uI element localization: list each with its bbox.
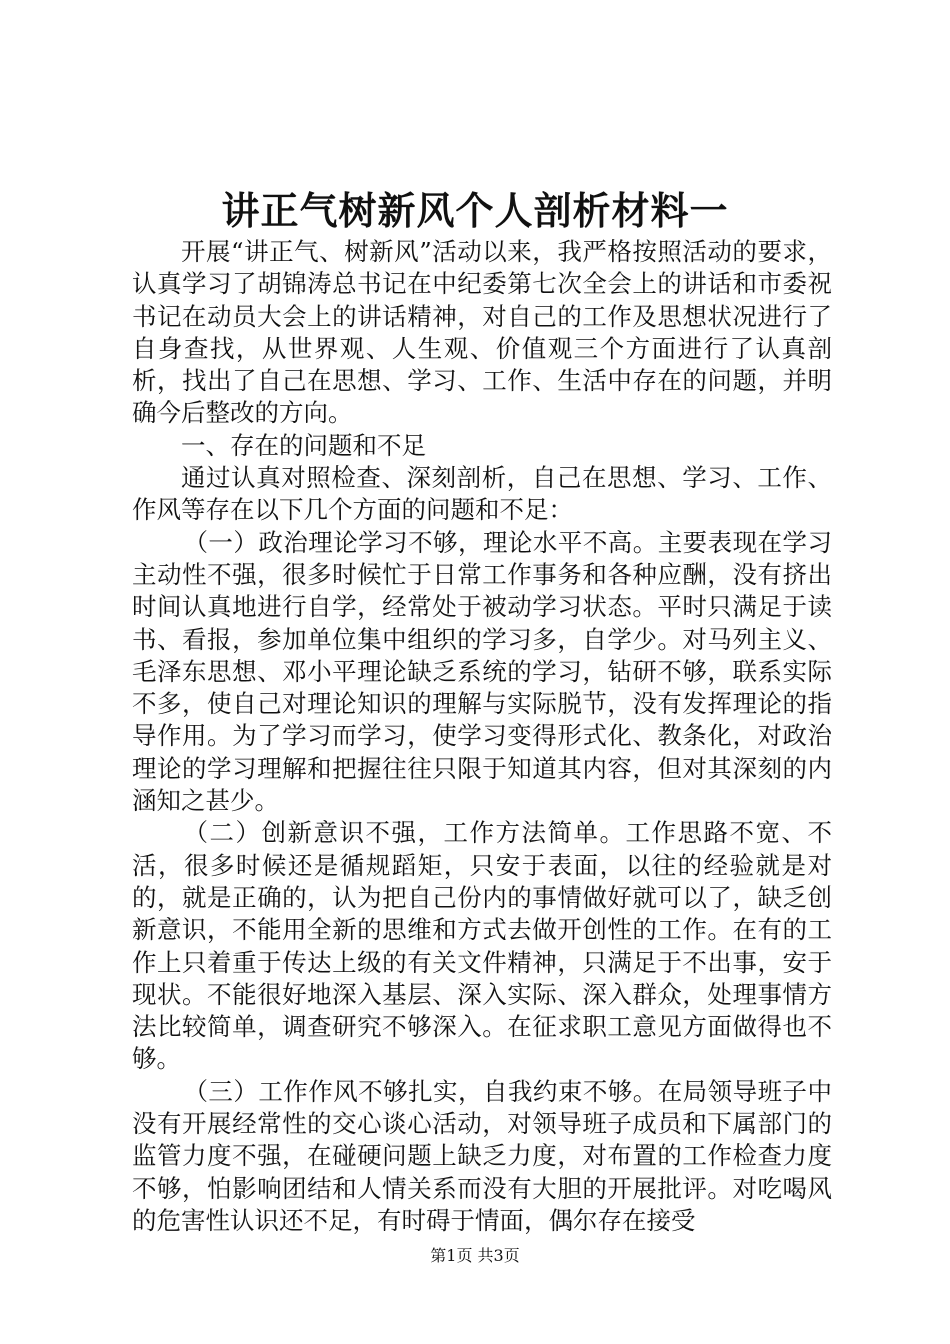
paragraph-overview: 通过认真对照检查、深刻剖析，自己在思想、学习、工作、作风等存在以下几个方面的问题和不足： (132, 463, 832, 525)
page-number-footer: 第1页 共3页 (430, 1246, 520, 1265)
paragraph-intro: 开展“讲正气、树新风”活动以来，我严格按照活动的要求，认真学习了胡锦涛总书记在中纪委第七次全会上的讲话和市委祝书记在动员大会上的讲话精神，对自己的工作及思想状况进行了自身查找，从世界观、人生观、价值观三个方面进行了认真剖析，找出了自己在思想、学习、工作、生活中存在的问题，并明确今后整改的方向。 (132, 237, 832, 428)
paragraph-item-3: （三）工作作风不够扎实，自我约束不够。在局领导班子中没有开展经常性的交心谈心活动，对领导班子成员和下属部门的监管力度不强，在碰硬问题上缺乏力度，对布置的工作检查力度不够，怕影响团结和人情关系而没有大胆的开展批评。对吃喝风的危害性认识还不足，有时碍于情面，偶尔存在接受 (132, 1076, 832, 1235)
paragraph-item-1: （一）政治理论学习不够，理论水平不高。主要表现在学习主动性不强，很多时候忙于日常工作事务和各种应酬，没有挤出时间认真地进行自学，经常处于被动学习状态。平时只满足于读书、看报，参加单位集中组织的学习多，自学少。对马列主义、毛泽东思想、邓小平理论缺乏系统的学习，钻研不够，联系实际不多，使自己对理论知识的理解与实际脱节，没有发挥理论的指导作用。为了学习而学习，使学习变得形式化、教条化，对政治理论的学习理解和把握往往只限于知道其内容，但对其深刻的内涵知之甚少。 (132, 527, 832, 816)
document-title: 讲正气树新风个人剖析材料一 (221, 188, 729, 233)
section-heading-problems: 一、存在的问题和不足 (181, 430, 426, 460)
document-body (132, 236, 832, 1237)
paragraph-item-2: （二）创新意识不强，工作方法简单。工作思路不宽、不活，很多时候还是循规蹈矩，只安于表面，以往的经验就是对的，就是正确的，认为把自己份内的事情做好就可以了，缺乏创新意识，不能用全新的思维和方式去做开创性的工作。在有的工作上只着重于传达上级的有关文件精神，只满足于不出事，安于现状。不能很好地深入基层、深入实际、深入群众，处理事情方法比较简单，调查研究不够深入。在征求职工意见方面做得也不够。 (132, 818, 832, 1074)
